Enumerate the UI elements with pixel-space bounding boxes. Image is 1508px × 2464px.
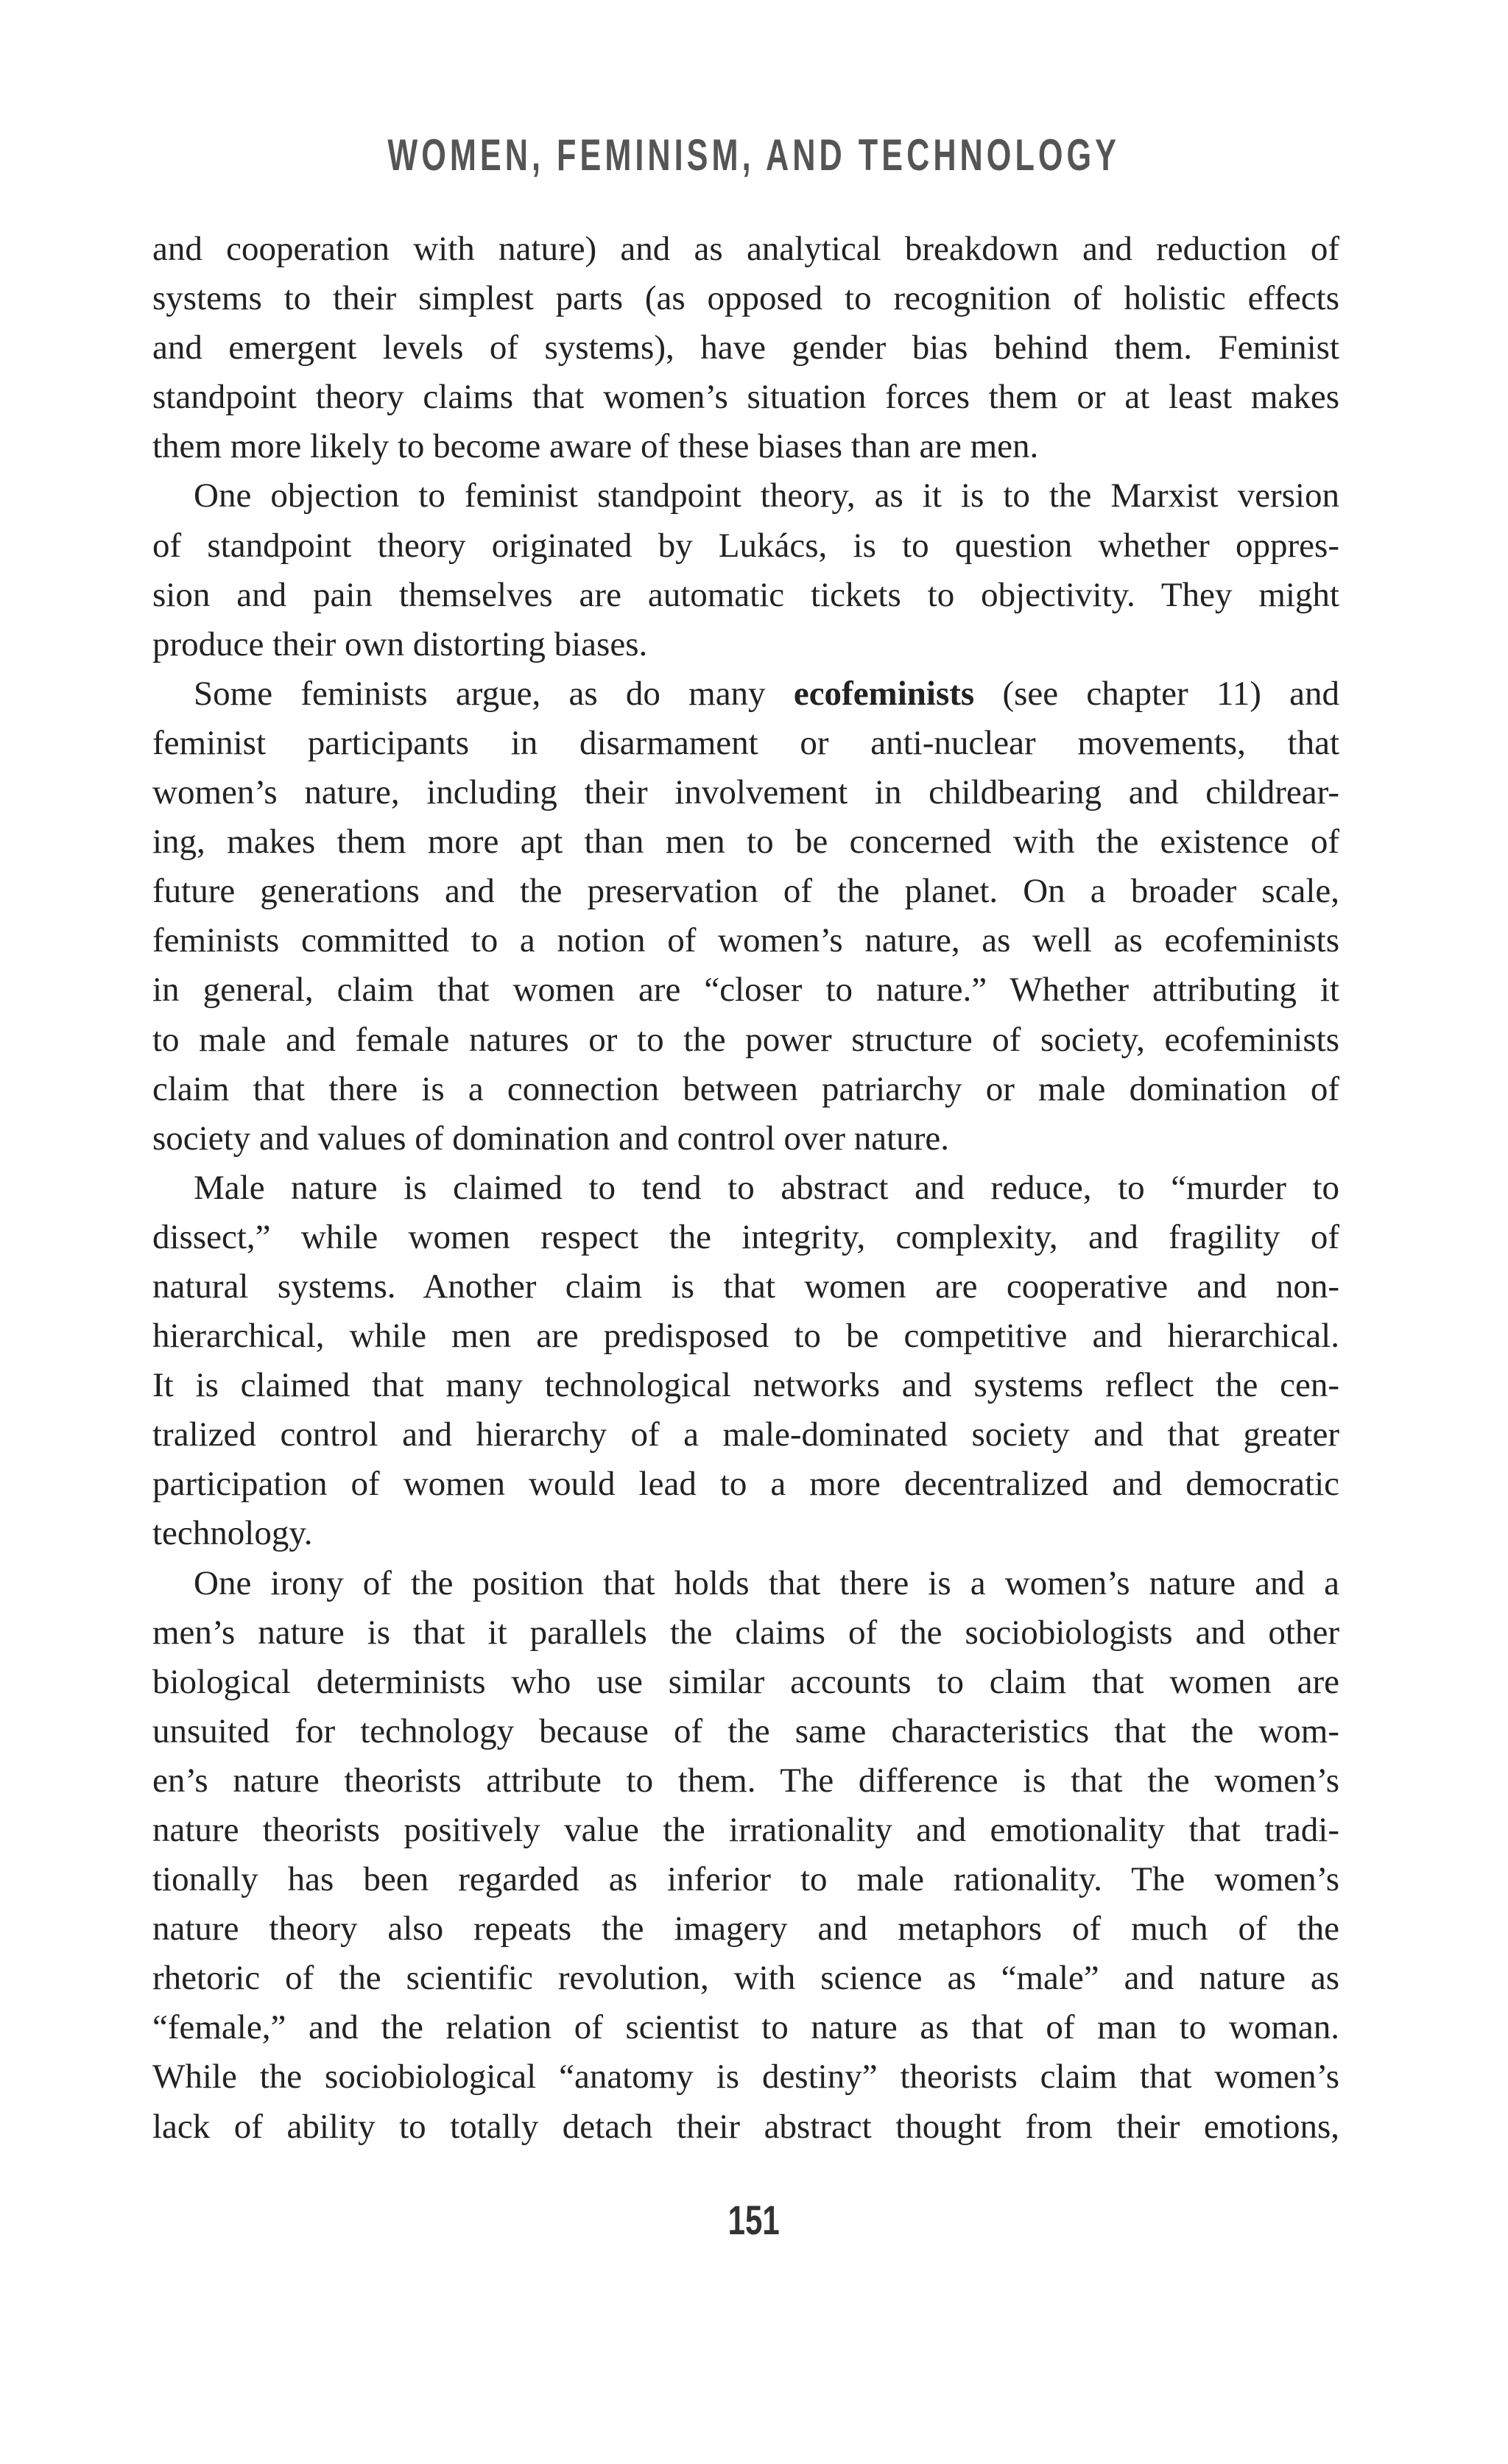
text-segment: Some feminists argue, as do many	[194, 674, 794, 713]
text-line: lack of ability to totally detach their abstract thought from their emotions,	[152, 2107, 1339, 2146]
paragraph	[152, 669, 1339, 1164]
text-line: and emergent levels of systems), have gender bias behind them. Feminist	[152, 328, 1339, 367]
text-line: Male nature is claimed to tend to abstract and reduce, to “murder to	[194, 1168, 1339, 1207]
text-segment: (see chapter 11) and	[974, 674, 1339, 713]
text-line: natural systems. Another claim is that women are cooperative and non-	[152, 1267, 1339, 1306]
text-line: them more likely to become aware of these biases than are men.	[152, 427, 1039, 466]
paragraph	[152, 471, 1339, 669]
text-line: en’s nature theorists attribute to them. The difference is that the women’s	[152, 1761, 1339, 1800]
text-line: nature theorists positively value the irrationality and emotionality that tradi-	[152, 1811, 1339, 1849]
text-line: nature theory also repeats the imagery and metaphors of much of the	[152, 1909, 1339, 1949]
running-header-text: WOMEN, FEMINISM, AND TECHNOLOGY	[387, 130, 1121, 180]
text-line: of standpoint theory originated by Lukács, is to question whether oppres-	[152, 526, 1339, 565]
page-number-text: 151	[727, 2197, 781, 2243]
paragraph	[152, 225, 1339, 471]
text-line: One objection to feminist standpoint theory, as it is to the Marxist version	[194, 476, 1339, 515]
text-line: men’s nature is that it parallels the claims of the sociobiologists and other	[152, 1613, 1339, 1652]
page-number	[0, 2196, 1508, 2244]
text-line: feminists committed to a notion of women’s nature, as well as ecofeminists	[152, 921, 1339, 960]
text-line: unsuited for technology because of the same characteristics that the wom-	[152, 1711, 1339, 1750]
text-line: produce their own distorting biases.	[152, 624, 648, 663]
text-line: standpoint theory claims that women’s situation forces them or at least makes	[152, 378, 1339, 417]
text-line: tionally has been regarded as inferior to male rationality. The women’s	[152, 1860, 1339, 1899]
text-line: claim that there is a connection between patriarchy or male domination of	[152, 1069, 1339, 1108]
text-line: dissect,” while women respect the integrity, complexity, and fragility of	[152, 1217, 1339, 1256]
text-line: future generations and the preservation of the planet. On a broader scale,	[152, 872, 1339, 911]
running-header	[0, 130, 1508, 180]
text-line: While the sociobiological “anatomy is destiny” theorists claim that women’s	[152, 2058, 1339, 2097]
text-line: technology.	[152, 1514, 313, 1553]
bold-term: ecofeminists	[793, 674, 975, 713]
text-line: “female,” and the relation of scientist to nature as that of man to woman.	[152, 2008, 1339, 2047]
text-line: women’s nature, including their involvement in childbearing and childrear-	[152, 773, 1339, 812]
text-line: One irony of the position that holds that there is a women’s nature and a	[194, 1563, 1339, 1602]
text-line: sion and pain themselves are automatic tickets to objectivity. They might	[152, 575, 1339, 614]
text-line: participation of women would lead to a more decentralized and democratic	[152, 1465, 1339, 1504]
text-line: It is claimed that many technological networks and systems reflect the cen-	[152, 1366, 1339, 1405]
text-line: systems to their simplest parts (as opposed to recognition of holistic effects	[152, 279, 1339, 318]
text-line: and cooperation with nature) and as analytical breakdown and reduction of	[152, 230, 1339, 268]
text-line: in general, claim that women are “closer to nature.” Whether attributing it	[152, 971, 1339, 1010]
paragraph	[152, 1559, 1339, 2152]
text-line: rhetoric of the scientific revolution, with science as “male” and nature as	[152, 1959, 1339, 1998]
paragraph	[152, 1164, 1339, 1559]
body-text	[152, 225, 1339, 2152]
text-line: ing, makes them more apt than men to be concerned with the existence of	[152, 823, 1339, 862]
text-line: society and values of domination and control over nature.	[152, 1119, 949, 1158]
text-line: to male and female natures or to the power structure of society, ecofeminists	[152, 1020, 1339, 1059]
text-line: biological determinists who use similar accounts to claim that women are	[152, 1662, 1339, 1701]
text-line: feminist participants in disarmament or anti-nuclear movements, that	[152, 723, 1339, 762]
text-line: tralized control and hierarchy of a male-dominated society and that greater	[152, 1415, 1339, 1454]
text-line	[152, 669, 1339, 719]
text-line: hierarchical, while men are predisposed to be competitive and hierarchical.	[152, 1317, 1339, 1356]
